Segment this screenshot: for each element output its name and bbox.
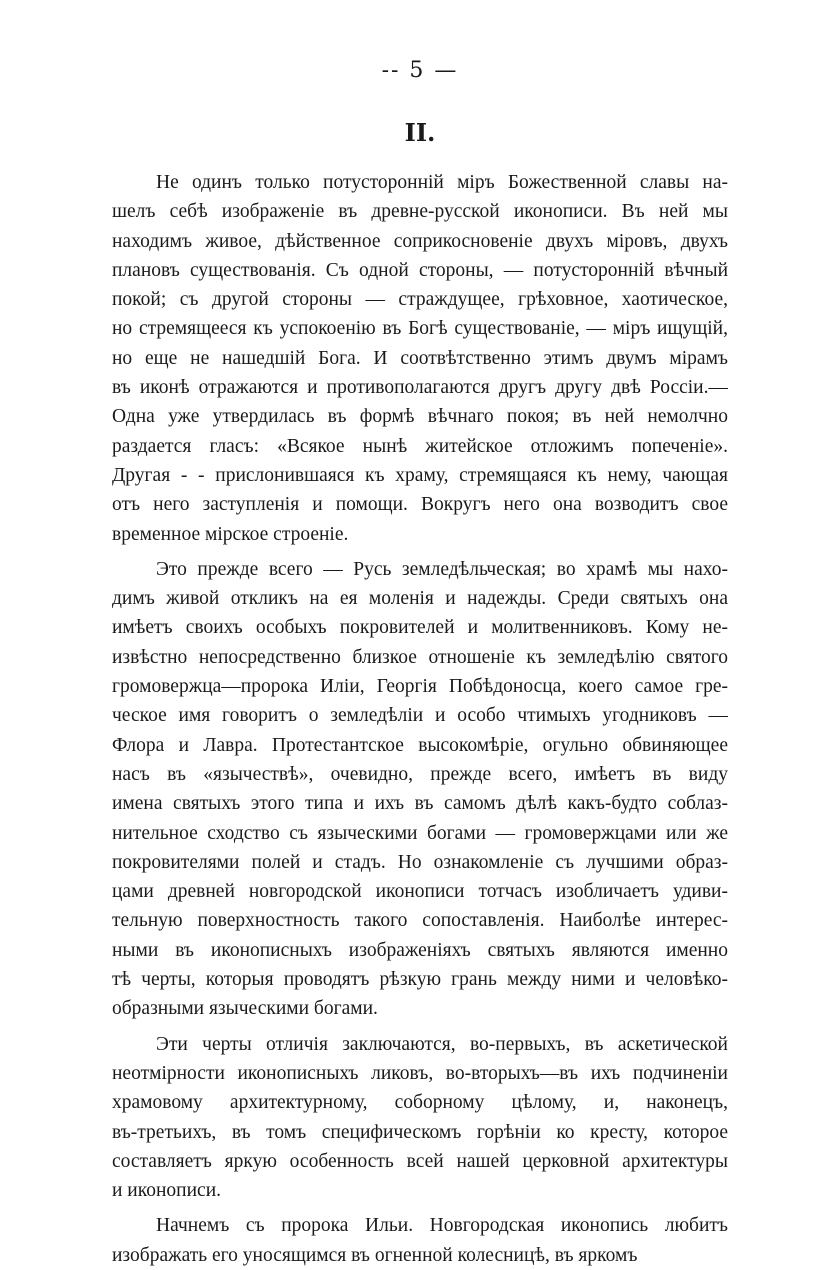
text-line: Начнемъ съ пророка Ильи. Новгородская иконопись любитъ bbox=[156, 1215, 728, 1237]
text-line: извѣстно непосредственно близкое отношеніе къ земледѣлію святого bbox=[112, 646, 728, 668]
text-line: изображать его уносящимся въ огненной колесницѣ, въ яркомъ bbox=[112, 1244, 638, 1266]
text-line: Одна уже утвердилась въ формѣ вѣчнаго покоя; въ ней немолчно bbox=[112, 406, 728, 428]
text-line: раздается гласъ: «Всякое нынѣ житейское отложимъ попеченіе». bbox=[112, 435, 728, 457]
text-line: образными языческими богами. bbox=[112, 998, 378, 1020]
text-line: неотмірности иконописныхъ ликовъ, во-вторыхъ—въ ихъ подчиненіи bbox=[112, 1062, 728, 1084]
text-line: громовержца—пророка Иліи, Георгія Побѣдоносца, коего самое гре- bbox=[112, 676, 728, 698]
body-text bbox=[112, 168, 728, 1270]
text-line: но еще не нашедшій Бога. И соотвѣтственно этимъ двумъ мірамъ bbox=[112, 347, 728, 369]
text-line: плановъ существованія. Съ одной стороны, — потусторонній вѣчный bbox=[112, 259, 728, 281]
paragraph bbox=[112, 1211, 728, 1270]
text-line: имена святыхъ этого типа и ихъ въ самомъ дѣлѣ какъ-будто соблаз- bbox=[112, 793, 728, 815]
text-line: отъ него заступленія и помощи. Вокругъ него она возводитъ свое bbox=[112, 494, 728, 516]
section-heading: II. bbox=[404, 118, 436, 147]
paragraph bbox=[112, 555, 728, 1024]
text-line: тѣ черты, которыя проводятъ рѣзкую грань между ними и человѣко- bbox=[112, 969, 728, 991]
text-line: Флора и Лавра. Протестантское высокомѣріе, огульно обвиняющее bbox=[112, 734, 728, 756]
text-line: имѣетъ своихъ особыхъ покровителей и молитвенниковъ. Кому не- bbox=[112, 617, 728, 639]
text-line: Другая - - прислонившаяся къ храму, стремящаяся къ нему, чающая bbox=[112, 464, 728, 486]
text-line: но стремящееся къ успокоенію въ Богѣ существованіе, — міръ ищущій, bbox=[112, 318, 728, 340]
text-line: Не одинъ только потусторонній міръ Божественной славы на- bbox=[156, 172, 728, 193]
text-line: временное мірское строеніе. bbox=[112, 523, 349, 545]
text-line: тельную поверхностность такого сопоставленія. Наиболѣе интерес- bbox=[112, 910, 728, 932]
page-number: -- 5 — bbox=[381, 58, 459, 83]
text-line: Эти черты отличія заключаются, во-первыхъ, въ аскетической bbox=[156, 1033, 728, 1055]
text-line: въ-третьихъ, въ томъ специфическомъ горѣніи ко кресту, которое bbox=[112, 1121, 728, 1143]
text-line: насъ въ «язычествѣ», очевидно, прежде всего, имѣетъ въ виду bbox=[112, 763, 728, 785]
text-line: въ иконѣ отражаются и противополагаются другъ другу двѣ Россіи.— bbox=[112, 377, 728, 399]
paragraph bbox=[112, 168, 728, 549]
text-line: и иконописи. bbox=[112, 1180, 222, 1202]
text-line: находимъ живое, дѣйственное соприкосновеніе двухъ міровъ, двухъ bbox=[112, 230, 728, 252]
text-line: Это прежде всего — Русь земледѣльческая; во храмѣ мы нахо- bbox=[156, 558, 728, 580]
text-line: покой; съ другой стороны — страждущее, грѣховное, хаотическое, bbox=[112, 289, 728, 311]
text-line: составляетъ яркую особенность всей нашей церковной архитектуры bbox=[112, 1150, 728, 1172]
text-line: ческое имя говоритъ о земледѣліи и особо чтимыхъ угодниковъ — bbox=[112, 705, 728, 727]
text-line: нительное сходство съ языческими богами — громовержцами или же bbox=[112, 822, 728, 844]
text-line: цами древней новгородской иконописи тотчасъ изобличаетъ удиви- bbox=[112, 881, 728, 903]
text-line: храмовому архитектурному, соборному цѣлому, и, наконецъ, bbox=[112, 1092, 728, 1114]
text-line: димъ живой откликъ на ея моленія и надежды. Среди святыхъ она bbox=[112, 588, 728, 610]
text-line: ными въ иконописныхъ изображеніяхъ святыхъ являются именно bbox=[112, 939, 728, 961]
text-line: покровителями полей и стадъ. Но ознакомленіе съ лучшими образ- bbox=[112, 851, 728, 873]
paragraph bbox=[112, 1030, 728, 1206]
text-line: шелъ себѣ изображеніе въ древне-русской иконописи. Въ ней мы bbox=[112, 201, 728, 223]
